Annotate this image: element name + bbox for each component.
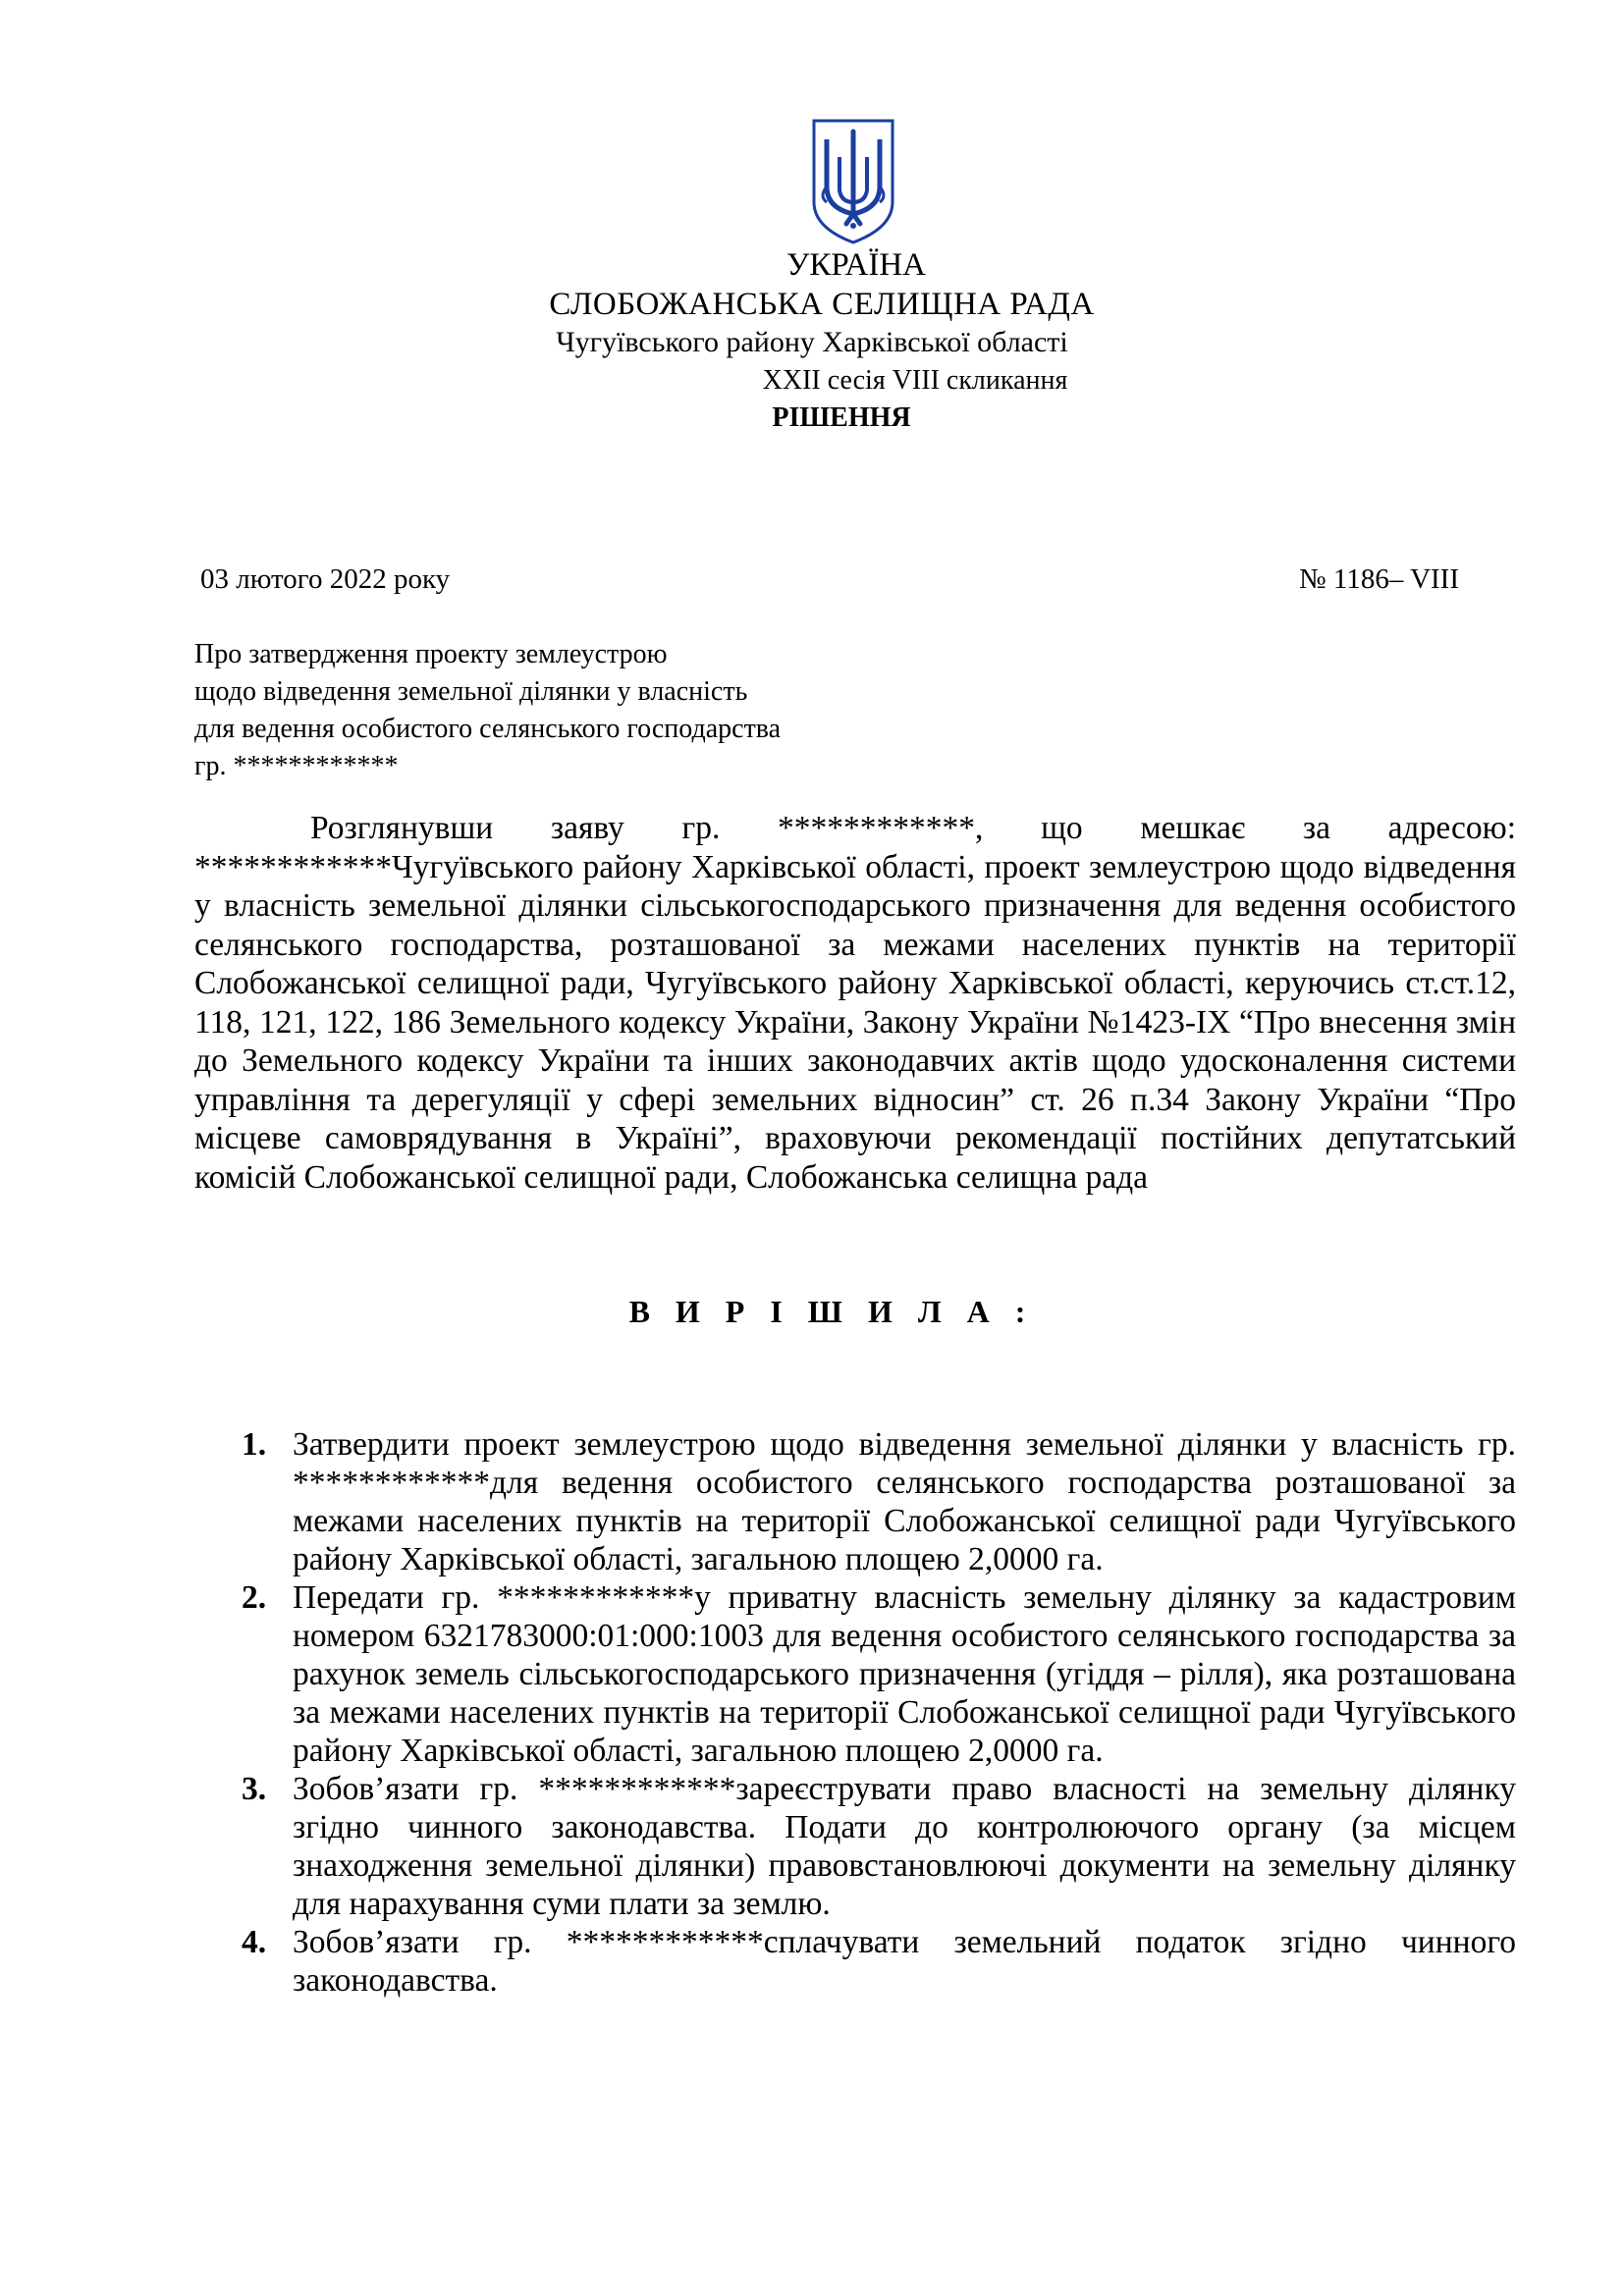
resolution-items — [242, 1425, 1516, 2000]
resolution-item — [242, 1578, 1516, 1770]
item-number: 3. — [242, 1771, 267, 1807]
council-name: СЛОБОЖАНСЬКА СЕЛИЩНА РАДА — [549, 287, 1095, 322]
resolution-item — [242, 1923, 1516, 2000]
document-type: РІШЕННЯ — [772, 402, 911, 433]
item-text: Зобов’язати гр. ************сплачувати земельний податок згідно чинного законодавства. — [293, 1924, 1516, 1999]
item-text: Передати гр. ************у приватну власність земельну ділянку за кадастровим номером 6321783000:01:000:1003 для ведення особистого селянського господарства за рахунок земель сільськогосподарського призначення (угіддя – рілля), яка розташована за межами населених пунктів на території Слобожанської селищної ради Чугуївського району Харківської області, загальною площею 2,0000 га. — [293, 1579, 1516, 1769]
subject-line: щодо відведення земельної ділянки у власність — [194, 676, 748, 707]
item-number: 4. — [242, 1924, 267, 1960]
item-text: Затвердити проект землеустрою щодо відведення земельної ділянки у власність гр. ************для ведення особистого селянського господарства розташованої за межами населених пунктів на території Слобожанської селищної ради Чугуївського району Харківської області, загальною площею 2,0000 га. — [293, 1426, 1516, 1577]
coat-of-arms-icon — [811, 118, 895, 245]
item-number: 1. — [242, 1426, 267, 1463]
resolution-heading: В И Р І Ш И Л А : — [628, 1294, 1035, 1329]
subject-line: гр. ************ — [194, 751, 399, 781]
item-text: Зобов’язати гр. ************зареєструвати право власності на земельну ділянку згідно чинного законодавства. Подати до контролюючого органу (за місцем знаходження земельної ділянки) правовстановлюючі документи на земельну ділянку для нарахування суми плати за землю. — [293, 1771, 1516, 1922]
session-info: ХХІІ сесія VIII скликання — [762, 365, 1068, 396]
item-number: 2. — [242, 1579, 267, 1616]
subject-line: для ведення особистого селянського господарства — [194, 714, 782, 744]
country-name: УКРАЇНА — [786, 247, 926, 283]
decision-subject — [194, 636, 941, 785]
subject-line: Про затвердження проекту землеустрою — [194, 639, 668, 669]
resolution-item — [242, 1425, 1516, 1578]
preamble-text: Розглянувши заяву гр. ************, що мешкає за адресою: ************Чугуївського району Харківської області, проект землеустрою щодо відведення у власність земельної ділянки сільськогосподарського призначення для ведення особистого селянського господарства, розташованої за межами населених пунктів на території Слобожанської селищної ради, Чугуївського району Харківської області, керуючись ст.ст.12, 118, 121, 122, 186 Земельного кодексу України, Закону України №1423-IX “Про внесення змін до Земельного кодексу України та інших законодавчих актів щодо удосконалення системи управління та дерегуляції у сфері земельних відносин” ст. 26 п.34 Закону України “Про місцеве самоврядування в Україні”, враховуючи рекомендації постійних депутатський комісій Слобожанської селищної ради, Слобожанська селищна рада — [194, 810, 1516, 1196]
resolution-item — [242, 1770, 1516, 1923]
decision-number: № 1186– VIII — [1299, 563, 1459, 595]
preamble-paragraph — [194, 809, 1516, 1197]
council-region: Чугуївського району Харківської області — [556, 326, 1068, 358]
decision-date: 03 лютого 2022 року — [200, 563, 451, 595]
